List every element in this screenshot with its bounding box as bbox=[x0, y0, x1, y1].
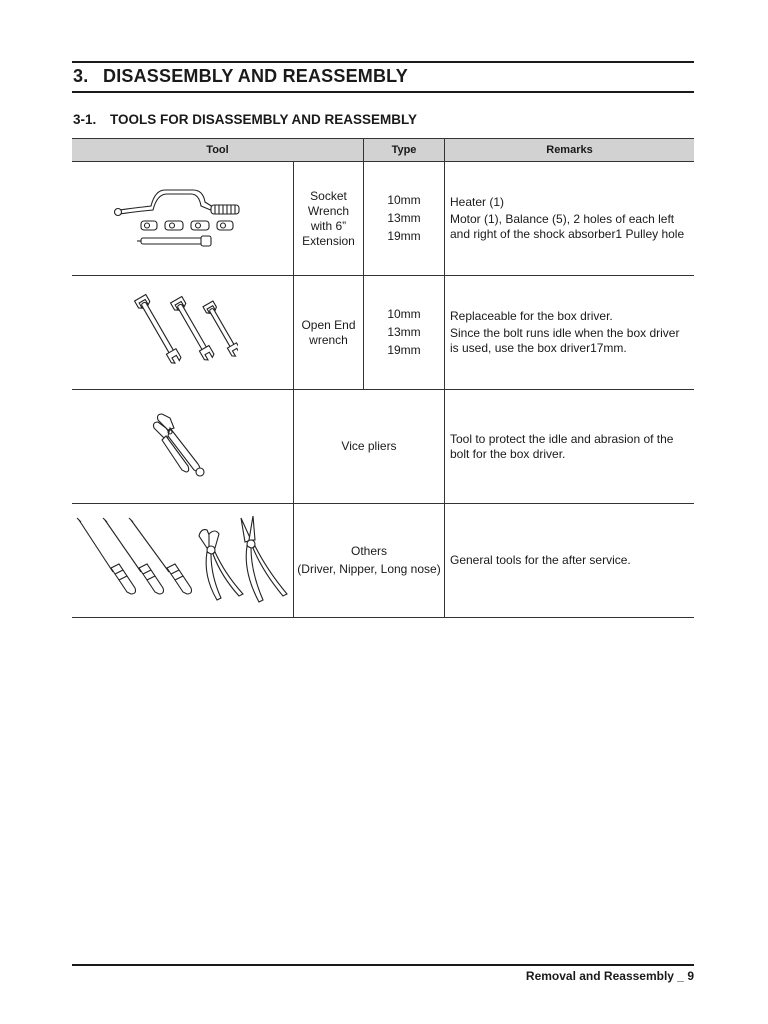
page-footer: Removal and Reassembly _ 9 bbox=[525, 969, 694, 983]
title-rule-bottom bbox=[72, 91, 694, 93]
tool-remarks-cell bbox=[445, 162, 695, 276]
type-size: 10mm bbox=[387, 193, 421, 207]
tool-name-cell bbox=[294, 162, 364, 276]
section-title bbox=[73, 64, 408, 88]
remark-line: General tools for the after service. bbox=[450, 553, 631, 567]
type-size: 19mm bbox=[387, 343, 421, 357]
subsection-number: 3-1. bbox=[73, 112, 97, 127]
subsection-title bbox=[73, 111, 417, 129]
type-size: 10mm bbox=[387, 307, 421, 321]
socket-wrench-icon bbox=[113, 174, 253, 264]
tool-name-line: Wrench bbox=[307, 203, 350, 218]
header-type: Type bbox=[364, 139, 445, 162]
subsection-title-text: TOOLS FOR DISASSEMBLY AND REASSEMBLY bbox=[110, 112, 418, 127]
section-number: 3. bbox=[73, 66, 89, 86]
tool-image-cell bbox=[72, 504, 294, 618]
tool-name-line: Vice pliers bbox=[341, 439, 397, 453]
header-remarks: Remarks bbox=[445, 139, 695, 162]
type-size: 19mm bbox=[387, 229, 421, 243]
tool-remarks-cell bbox=[445, 390, 695, 504]
remark-line: Motor (1), Balance (5), 2 holes of each left and right of the shock absorber1 Pulley hole bbox=[450, 212, 685, 241]
table-row bbox=[72, 162, 694, 276]
driver-nipper-longnose-icon bbox=[75, 516, 291, 606]
table-row bbox=[72, 390, 694, 504]
table-row bbox=[72, 276, 694, 390]
remark-line: Since the bolt runs idle when the box driver is used, use the box driver17mm. bbox=[450, 326, 680, 355]
tool-remarks-cell bbox=[445, 504, 695, 618]
tool-image-cell bbox=[72, 162, 294, 276]
tool-name-line: Open End bbox=[301, 317, 356, 332]
tool-type-cell bbox=[364, 276, 445, 390]
tool-name-line: Extension bbox=[302, 233, 355, 248]
remark-line: Tool to protect the idle and abrasion of the bolt for the box driver. bbox=[450, 431, 674, 461]
tool-remarks-cell bbox=[445, 276, 695, 390]
type-size: 13mm bbox=[387, 325, 421, 339]
tool-name-line: with 6” bbox=[310, 218, 347, 233]
section-title-text: DISASSEMBLY AND REASSEMBLY bbox=[103, 66, 408, 86]
type-size: 13mm bbox=[387, 211, 421, 225]
tools-table bbox=[72, 138, 694, 618]
tool-image-cell bbox=[72, 390, 294, 504]
tool-name-line: Others bbox=[350, 544, 387, 558]
tool-type-cell bbox=[364, 162, 445, 276]
tool-name-line: Socket bbox=[310, 188, 347, 203]
tool-name-cell bbox=[294, 390, 445, 504]
open-end-wrench-icon bbox=[128, 293, 238, 373]
tool-name-cell bbox=[294, 504, 445, 618]
table-header-row bbox=[72, 139, 694, 162]
tool-name-line: wrench bbox=[309, 332, 348, 347]
remark-line: Heater (1) bbox=[450, 195, 505, 209]
title-rule-top bbox=[72, 61, 694, 63]
footer-rule bbox=[72, 964, 694, 966]
header-tool: Tool bbox=[72, 139, 364, 162]
vice-pliers-icon bbox=[148, 412, 218, 482]
tool-name-cell bbox=[294, 276, 364, 390]
tool-name-line: (Driver, Nipper, Long nose) bbox=[297, 562, 441, 576]
remark-line: Replaceable for the box driver. bbox=[450, 309, 613, 323]
table-row bbox=[72, 504, 694, 618]
tool-image-cell bbox=[72, 276, 294, 390]
